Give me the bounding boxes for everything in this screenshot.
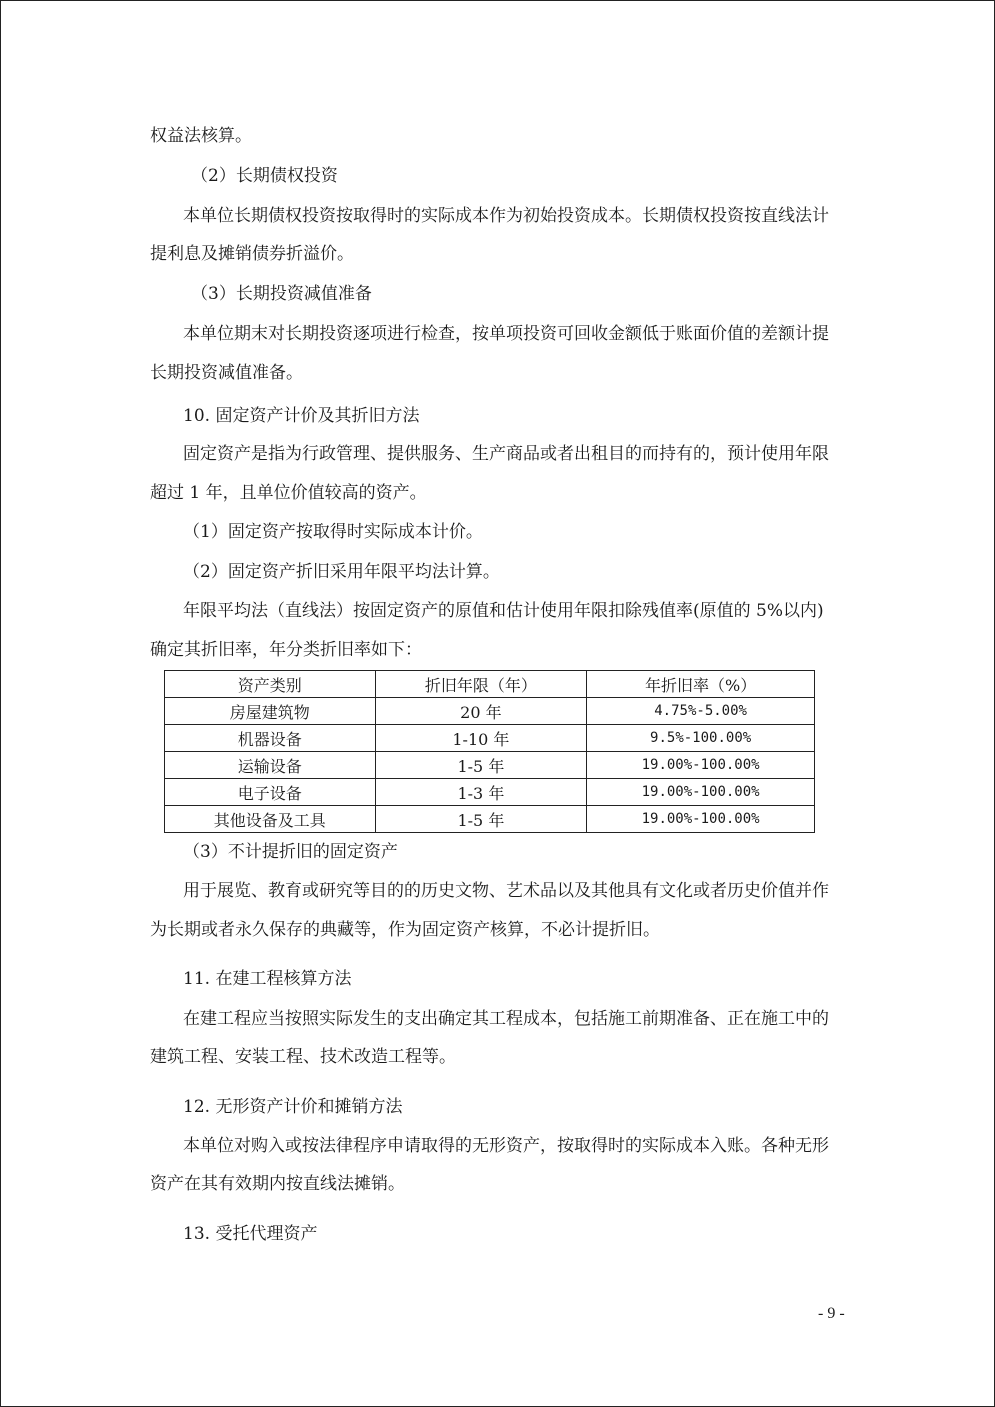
- paragraph-line: （2）固定资产折旧采用年限平均法计算。: [183, 562, 500, 582]
- depreciation-table: [164, 670, 815, 833]
- column-header-depreciation-years: 折旧年限（年）: [375, 671, 587, 698]
- paragraph-line: 为长期或者永久保存的典藏等，作为固定资产核算，不必计提折旧。: [150, 920, 660, 940]
- page-number: - 9 -: [818, 1305, 845, 1322]
- table-row: [165, 779, 815, 806]
- paragraph-line: 确定其折旧率，年分类折旧率如下：: [150, 640, 422, 660]
- table-cell: 运输设备: [165, 752, 376, 779]
- section-heading-13: 13. 受托代理资产: [183, 1224, 318, 1244]
- table-row: [165, 806, 815, 833]
- table-cell: 房屋建筑物: [165, 698, 376, 725]
- table-row: [165, 725, 815, 752]
- table-cell: 19.00%-100.00%: [587, 779, 815, 806]
- table-cell: 机器设备: [165, 725, 376, 752]
- table-cell: 1-5 年: [375, 752, 587, 779]
- table-cell: 1-3 年: [375, 779, 587, 806]
- paragraph-line: 提利息及摊销债券折溢价。: [150, 244, 354, 264]
- subheading-non-depreciable: （3）不计提折旧的固定资产: [183, 842, 398, 862]
- paragraph-line: （1）固定资产按取得时实际成本计价。: [183, 522, 483, 542]
- paragraph-line: 本单位对购入或按法律程序申请取得的无形资产，按取得时的实际成本入账。各种无形: [183, 1136, 829, 1156]
- table-cell: 4.75%-5.00%: [587, 698, 815, 725]
- paragraph-line: 在建工程应当按照实际发生的支出确定其工程成本，包括施工前期准备、正在施工中的: [183, 1009, 829, 1029]
- section-heading-11: 11. 在建工程核算方法: [183, 969, 352, 989]
- table-cell: 9.5%-100.00%: [587, 725, 815, 752]
- table-row: [165, 752, 815, 779]
- table-cell: 其他设备及工具: [165, 806, 376, 833]
- subheading-impairment: （3）长期投资减值准备: [191, 284, 372, 304]
- table-row: [165, 698, 815, 725]
- table-cell: 20 年: [375, 698, 587, 725]
- paragraph-line: 用于展览、教育或研究等目的的历史文物、艺术品以及其他具有文化或者历史价值并作: [183, 881, 829, 901]
- paragraph-line: 长期投资减值准备。: [150, 363, 303, 383]
- table-header-row: [165, 671, 815, 698]
- table-cell: 1-5 年: [375, 806, 587, 833]
- paragraph-line: 建筑工程、安装工程、技术改造工程等。: [150, 1047, 456, 1067]
- paragraph-line: 本单位期末对长期投资逐项进行检查，按单项投资可回收金额低于账面价值的差额计提: [183, 324, 829, 344]
- paragraph-line: 本单位长期债权投资按取得时的实际成本作为初始投资成本。长期债权投资按直线法计: [183, 206, 829, 226]
- paragraph-line: 权益法核算。: [150, 126, 252, 146]
- paragraph-line: 资产在其有效期内按直线法摊销。: [150, 1174, 405, 1194]
- column-header-annual-rate: 年折旧率（%）: [587, 671, 815, 698]
- paragraph-line: 超过 1 年，且单位价值较高的资产。: [150, 483, 427, 503]
- table-cell: 19.00%-100.00%: [587, 806, 815, 833]
- table-cell: 1-10 年: [375, 725, 587, 752]
- subheading-long-term-debt: （2）长期债权投资: [191, 166, 338, 186]
- section-heading-10: 10. 固定资产计价及其折旧方法: [183, 406, 420, 426]
- section-heading-12: 12. 无形资产计价和摊销方法: [183, 1097, 403, 1117]
- table-cell: 19.00%-100.00%: [587, 752, 815, 779]
- column-header-asset-type: 资产类别: [165, 671, 376, 698]
- paragraph-line: 年限平均法（直线法）按固定资产的原值和估计使用年限扣除残值率(原值的 5%以内): [183, 601, 824, 621]
- table-cell: 电子设备: [165, 779, 376, 806]
- paragraph-line: 固定资产是指为行政管理、提供服务、生产商品或者出租目的而持有的，预计使用年限: [183, 444, 829, 464]
